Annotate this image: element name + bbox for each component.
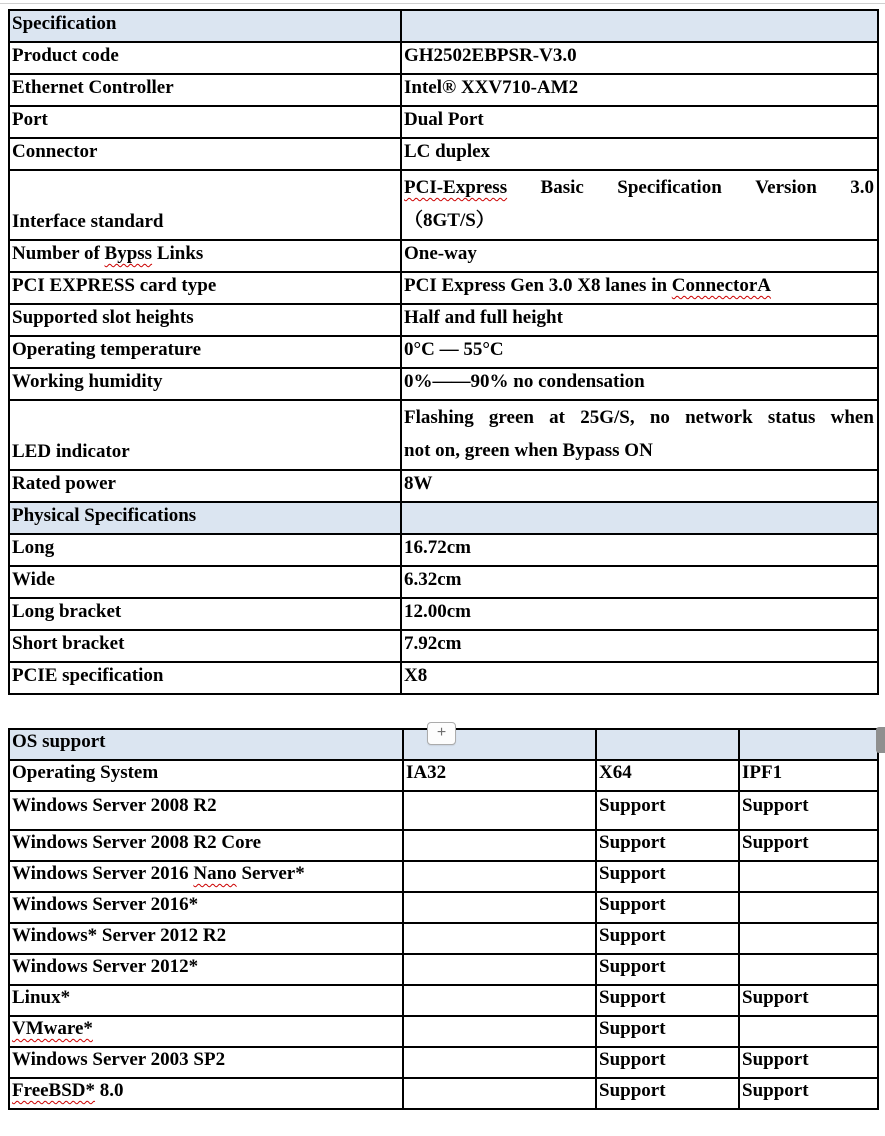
spec-value-product-code[interactable]: GH2502EBPSR-V3.0: [401, 42, 878, 74]
interface-standard-line2: （8GT/S）: [404, 210, 495, 231]
spec-label-ethernet-controller[interactable]: Ethernet Controller: [9, 74, 401, 106]
os-row-win2016nano: [9, 861, 878, 892]
os-name-rest: Server*: [236, 863, 305, 884]
spec-row-ethernet-controller: [9, 74, 878, 106]
spec-label-working-humidity[interactable]: Working humidity: [9, 368, 401, 400]
os-name-cell[interactable]: [9, 1047, 403, 1078]
spec-label-rated-power[interactable]: Rated power: [9, 470, 401, 502]
spec-label-bypass-links[interactable]: [9, 240, 401, 272]
os-ia32-cell[interactable]: [403, 791, 596, 830]
word: Version: [755, 177, 817, 198]
os-ia32-cell[interactable]: [403, 861, 596, 892]
table-row-handle[interactable]: [876, 727, 885, 753]
spec-value-wide[interactable]: 6.32cm: [401, 566, 878, 598]
word: network: [685, 407, 753, 428]
os-row-win2016: [9, 892, 878, 923]
spec-row-rated-power: [9, 470, 878, 502]
value-text: PCI Express Gen 3.0 X8 lanes in: [404, 275, 672, 296]
specification-table: [8, 9, 879, 695]
os-row-win2003sp2: [9, 1047, 878, 1078]
os-x64-cell[interactable]: Support: [596, 1078, 739, 1109]
spec-row-led-indicator: [9, 400, 878, 470]
os-col-x64[interactable]: X64: [596, 760, 739, 791]
word: green: [488, 407, 534, 428]
spec-header-empty-cell[interactable]: [401, 10, 878, 42]
os-name: Windows Server 2012*: [12, 956, 199, 977]
led-indicator-line2: not on, green when Bypass ON: [404, 440, 653, 461]
os-name-cell[interactable]: [9, 954, 403, 985]
spec-value-long-bracket[interactable]: 12.00cm: [401, 598, 878, 630]
spec-label-long[interactable]: Long: [9, 534, 401, 566]
os-ipf1-cell[interactable]: [739, 1016, 878, 1047]
os-ipf1-cell[interactable]: [739, 923, 878, 954]
os-col-ipf1[interactable]: IPF1: [739, 760, 878, 791]
spec-value-ethernet-controller[interactable]: Intel® XXV710-AM2: [401, 74, 878, 106]
os-ia32-cell[interactable]: [403, 985, 596, 1016]
spec-value-long[interactable]: 16.72cm: [401, 534, 878, 566]
os-name-cell[interactable]: [9, 985, 403, 1016]
os-name: Linux*: [12, 987, 71, 1008]
os-header-empty-cell[interactable]: [739, 729, 878, 760]
word: 3.0: [850, 177, 874, 198]
word: when: [830, 407, 874, 428]
os-name-cell[interactable]: [9, 1016, 403, 1047]
spec-label-pcie-specification[interactable]: PCIE specification: [9, 662, 401, 694]
os-ia32-cell[interactable]: [403, 923, 596, 954]
spec-row-interface-standard: [9, 170, 878, 240]
spec-value-bypass-links[interactable]: One-way: [401, 240, 878, 272]
os-row-vmware: [9, 1016, 878, 1047]
spec-row-port: [9, 106, 878, 138]
justified-line: [404, 401, 874, 434]
os-name-cell[interactable]: [9, 791, 403, 830]
os-ia32-cell[interactable]: [403, 892, 596, 923]
os-name: Windows Server 2016*: [12, 894, 199, 915]
os-x64-cell[interactable]: Support: [596, 1016, 739, 1047]
os-ipf1-cell[interactable]: Support: [739, 830, 878, 861]
misspelled-word: PCI-Express: [404, 177, 508, 198]
misspelled-word: FreeBSD*: [12, 1080, 96, 1101]
label-text: Links: [152, 243, 204, 264]
spec-value-card-type[interactable]: [401, 272, 878, 304]
spec-row-operating-temperature: [9, 336, 878, 368]
os-name: Windows Server 2008 R2: [12, 795, 217, 816]
spec-row-wide: [9, 566, 878, 598]
os-x64-cell[interactable]: Support: [596, 923, 739, 954]
spec-value-pcie-specification[interactable]: X8: [401, 662, 878, 694]
os-ipf1-cell[interactable]: [739, 954, 878, 985]
spec-label-connector[interactable]: Connector: [9, 138, 401, 170]
spec-label-slot-heights[interactable]: Supported slot heights: [9, 304, 401, 336]
os-col-ia32[interactable]: IA32: [403, 760, 596, 791]
spec-row-bypass-links: [9, 240, 878, 272]
os-row-win2012r2: [9, 923, 878, 954]
os-name-cell[interactable]: [9, 861, 403, 892]
spec-value-working-humidity[interactable]: 0%——90% no condensation: [401, 368, 878, 400]
os-ia32-cell[interactable]: [403, 1047, 596, 1078]
misspelled-word: Bypss: [104, 243, 153, 264]
word: no: [649, 407, 670, 428]
os-ipf1-cell[interactable]: Support: [739, 791, 878, 830]
spec-value-short-bracket[interactable]: 7.92cm: [401, 630, 878, 662]
os-name-cell[interactable]: [9, 1078, 403, 1109]
spec-value-connector[interactable]: LC duplex: [401, 138, 878, 170]
word: 25G/S,: [580, 407, 635, 428]
physical-specs-header-row: [9, 502, 878, 534]
spec-value-port[interactable]: Dual Port: [401, 106, 878, 138]
os-ia32-cell[interactable]: [403, 1078, 596, 1109]
os-col-operating-system[interactable]: Operating System: [9, 760, 403, 791]
misspelled-word: VMware*: [12, 1018, 93, 1039]
page-divider: [0, 3, 885, 4]
os-row-win2008r2core: [9, 830, 878, 861]
os-ipf1-cell[interactable]: [739, 861, 878, 892]
spec-label-short-bracket[interactable]: Short bracket: [9, 630, 401, 662]
spec-row-short-bracket: [9, 630, 878, 662]
os-x64-cell[interactable]: Support: [596, 861, 739, 892]
label-text: Number of: [12, 243, 105, 264]
os-header-title-cell[interactable]: OS support: [9, 729, 403, 760]
os-name-rest: 8.0: [95, 1080, 124, 1101]
misspelled-word: Nano: [193, 863, 237, 884]
os-ipf1-cell[interactable]: [739, 892, 878, 923]
spec-label-operating-temperature[interactable]: Operating temperature: [9, 336, 401, 368]
os-ipf1-cell[interactable]: Support: [739, 1047, 878, 1078]
os-name-cell[interactable]: [9, 923, 403, 954]
insert-column-button[interactable]: +: [427, 722, 456, 745]
word: Basic: [540, 177, 584, 198]
os-row-win2008r2: [9, 791, 878, 830]
os-x64-cell[interactable]: Support: [596, 954, 739, 985]
os-name-cell[interactable]: [9, 892, 403, 923]
spec-row-connector: [9, 138, 878, 170]
justified-line: [404, 171, 874, 204]
spec-row-long-bracket: [9, 598, 878, 630]
physical-specs-title-cell[interactable]: Physical Specifications: [9, 502, 401, 534]
os-ipf1-cell[interactable]: Support: [739, 985, 878, 1016]
os-x64-cell[interactable]: Support: [596, 830, 739, 861]
os-name: Windows Server 2008 R2 Core: [12, 832, 262, 853]
os-columns-row: [9, 760, 878, 791]
spec-label-product-code[interactable]: Product code: [9, 42, 401, 74]
misspelled-word: ConnectorA: [671, 275, 771, 296]
os-header-empty-cell[interactable]: [596, 729, 739, 760]
os-name: Windows Server 2016: [12, 863, 194, 884]
spec-value-led-indicator[interactable]: [401, 400, 878, 470]
os-x64-cell[interactable]: Support: [596, 791, 739, 830]
os-x64-cell[interactable]: Support: [596, 1047, 739, 1078]
spec-value-slot-heights[interactable]: Half and full height: [401, 304, 878, 336]
spec-header-title-cell[interactable]: Specification: [9, 10, 401, 42]
spec-row-card-type: [9, 272, 878, 304]
spec-value-interface-standard[interactable]: [401, 170, 878, 240]
spec-label-wide[interactable]: Wide: [9, 566, 401, 598]
spec-value-rated-power[interactable]: 8W: [401, 470, 878, 502]
os-row-linux: [9, 985, 878, 1016]
spec-header-row: [9, 10, 878, 42]
spec-row-working-humidity: [9, 368, 878, 400]
spec-row-pcie-specification: [9, 662, 878, 694]
spec-row-slot-heights: [9, 304, 878, 336]
spec-label-port[interactable]: Port: [9, 106, 401, 138]
os-name: Windows Server 2003 SP2: [12, 1049, 226, 1070]
spec-row-long: [9, 534, 878, 566]
spec-label-led-indicator[interactable]: LED indicator: [9, 400, 401, 470]
word: Specification: [617, 177, 722, 198]
os-ia32-cell[interactable]: [403, 954, 596, 985]
physical-specs-empty-cell[interactable]: [401, 502, 878, 534]
os-name-cell[interactable]: [9, 830, 403, 861]
os-support-table: [8, 728, 879, 1110]
os-ia32-cell[interactable]: [403, 1016, 596, 1047]
os-ipf1-cell[interactable]: Support: [739, 1078, 878, 1109]
word: at: [549, 407, 565, 428]
spec-label-interface-standard[interactable]: Interface standard: [9, 170, 401, 240]
spec-label-card-type[interactable]: PCI EXPRESS card type: [9, 272, 401, 304]
spec-value-operating-temperature[interactable]: 0°C — 55°C: [401, 336, 878, 368]
spec-row-product-code: [9, 42, 878, 74]
spec-label-long-bracket[interactable]: Long bracket: [9, 598, 401, 630]
os-ia32-cell[interactable]: [403, 830, 596, 861]
os-row-freebsd: [9, 1078, 878, 1109]
os-x64-cell[interactable]: Support: [596, 892, 739, 923]
word: status: [767, 407, 816, 428]
os-row-win2012: [9, 954, 878, 985]
word: Flashing: [404, 407, 474, 428]
os-x64-cell[interactable]: Support: [596, 985, 739, 1016]
os-name: Windows* Server 2012 R2: [12, 925, 227, 946]
